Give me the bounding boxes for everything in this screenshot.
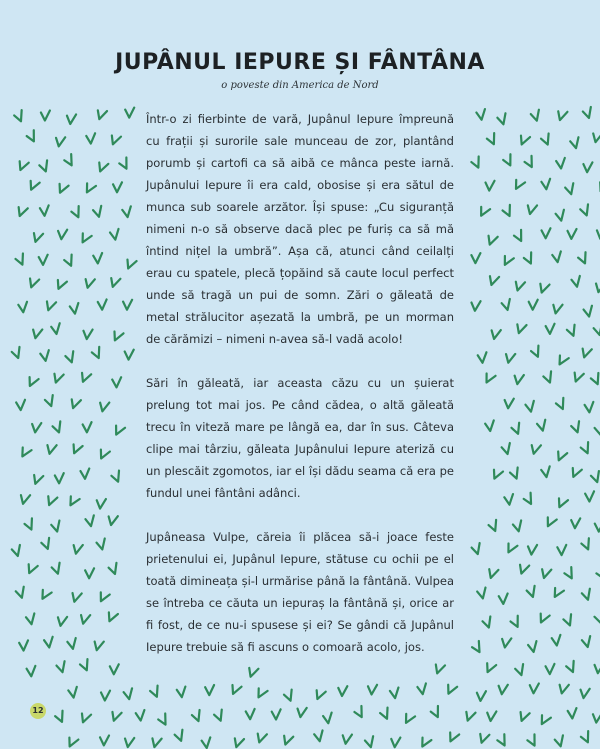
sprout-mark xyxy=(93,206,104,218)
sprout-mark xyxy=(430,706,442,719)
sprout-mark xyxy=(572,371,584,383)
sprout-mark xyxy=(63,255,75,268)
sprout-mark xyxy=(323,713,333,724)
sprout-mark xyxy=(125,350,134,360)
sprout-mark xyxy=(201,737,211,748)
sprout-mark xyxy=(85,515,96,527)
sprout-mark xyxy=(101,690,110,700)
sprout-mark xyxy=(476,691,486,701)
sprout-mark xyxy=(19,640,29,650)
sprout-mark xyxy=(106,610,118,623)
sprout-mark xyxy=(124,258,136,271)
sprout-mark xyxy=(556,354,569,367)
sprout-mark xyxy=(390,688,400,699)
sprout-mark xyxy=(27,277,39,289)
sprout-mark xyxy=(464,710,476,722)
sprout-mark xyxy=(46,443,57,455)
sprout-mark xyxy=(518,710,530,722)
sprout-mark xyxy=(595,522,600,532)
sprout-mark xyxy=(95,108,107,120)
sprout-mark xyxy=(518,563,530,575)
sprout-mark xyxy=(499,594,509,605)
story-subtitle: o poveste din America de Nord xyxy=(221,80,379,91)
sprout-mark xyxy=(523,252,535,265)
sprout-mark xyxy=(51,521,62,533)
sprout-mark xyxy=(541,228,550,238)
sprout-mark xyxy=(482,616,494,628)
sprout-mark xyxy=(580,731,592,744)
sprout-mark xyxy=(96,161,108,174)
sprout-mark xyxy=(63,154,76,167)
sprout-mark xyxy=(540,567,551,579)
sprout-mark xyxy=(487,711,497,722)
sprout-mark xyxy=(314,688,326,701)
sprout-mark xyxy=(529,300,538,310)
sprout-mark xyxy=(488,520,500,533)
sprout-mark xyxy=(79,371,91,384)
sprout-mark xyxy=(191,710,203,723)
sprout-mark xyxy=(526,586,538,598)
sprout-mark xyxy=(515,664,527,676)
sprout-mark xyxy=(18,302,28,313)
sprout-mark xyxy=(486,133,498,146)
sprout-mark xyxy=(83,422,92,432)
sprout-mark xyxy=(55,136,65,147)
sprout-mark xyxy=(496,734,509,747)
sprout-mark xyxy=(32,231,44,243)
sprout-mark xyxy=(85,568,94,578)
sprout-mark xyxy=(364,736,375,748)
story-paragraph: Sări în găleată, iar aceasta căzu cu un șuierat prelung tot mai jos. Pe când cădea, o altă găleată trecu în viteză mare pe lângă ea, dar în sus. Câteva clipe mai târziu, găleata Jupânului Iepure ateriză cu un plescăit zgomotos, iar el își dădu seama că era pe fundul unei fântâni adânci. xyxy=(146,376,454,500)
sprout-mark xyxy=(502,205,514,218)
sprout-mark xyxy=(113,424,125,437)
sprout-mark xyxy=(41,111,50,121)
sprout-mark xyxy=(552,303,563,315)
sprout-mark xyxy=(93,253,103,264)
sprout-mark xyxy=(100,735,109,745)
sprout-mark xyxy=(118,157,131,170)
sprout-mark xyxy=(540,133,552,146)
sprout-mark xyxy=(511,423,523,436)
sprout-mark xyxy=(55,473,64,483)
sprout-mark xyxy=(67,495,80,508)
sprout-mark xyxy=(478,205,491,218)
sprout-mark xyxy=(296,707,306,718)
sprout-mark xyxy=(111,330,123,343)
sprout-mark xyxy=(26,375,38,388)
sprout-mark xyxy=(477,352,487,363)
sprout-mark xyxy=(31,328,42,340)
sprout-mark xyxy=(524,156,537,169)
sprout-mark xyxy=(72,543,83,555)
sprout-mark xyxy=(71,206,83,219)
sprout-mark xyxy=(16,205,28,217)
sprout-mark xyxy=(13,110,25,123)
sprout-mark xyxy=(353,706,366,719)
sprout-mark xyxy=(174,730,186,742)
sprout-mark xyxy=(149,686,161,699)
sprout-mark xyxy=(379,708,391,721)
sprout-mark xyxy=(66,736,78,749)
sprout-mark xyxy=(523,493,536,506)
sprout-mark xyxy=(528,641,539,653)
sprout-mark xyxy=(514,280,525,292)
sprout-mark xyxy=(566,325,578,338)
sprout-mark xyxy=(79,232,92,245)
sprout-mark xyxy=(580,347,592,359)
sprout-mark xyxy=(551,635,561,646)
sprout-mark xyxy=(255,732,267,744)
sprout-mark xyxy=(556,158,566,169)
sprout-mark xyxy=(44,395,56,407)
sprout-mark xyxy=(526,734,539,747)
sprout-mark xyxy=(581,538,593,551)
sprout-mark xyxy=(70,442,82,455)
sprout-mark xyxy=(391,737,401,748)
sprout-mark xyxy=(39,255,48,265)
sprout-mark xyxy=(314,730,325,742)
sprout-mark xyxy=(543,371,555,384)
sprout-mark xyxy=(509,467,521,480)
sprout-mark xyxy=(581,636,592,648)
sprout-mark xyxy=(19,493,30,505)
sprout-mark xyxy=(594,424,600,436)
sprout-mark xyxy=(125,108,134,118)
sprout-mark xyxy=(16,400,26,411)
story-paragraph: Într-o zi fierbinte de vară, Jupânul Iepure împreună cu frații și surorile sale munceau de zor, plantând porumb și cartofi ca să aibă ce mânca peste iarnă. Jupânului Iepure îi era cald, obosise și era sătul de munca sub soarele arzător. Își spuse: „Cu siguranță nimeni n-o să observe dacă plec pe furiș ca să mă întind nițel la umbră”. Așa că, atunci când ceilalți erau cu spatele, plecă țopăind să caute locul perfect unde să tragă un pui de somn. Zări o găleată de metal strălucitor așezată la umbră, pe un morman de cărămizi – nimeni n-avea să-l vadă acolo! xyxy=(146,112,454,346)
sprout-mark xyxy=(338,686,347,696)
sprout-mark xyxy=(471,301,481,312)
sprout-mark xyxy=(570,137,581,149)
sprout-mark xyxy=(471,253,480,263)
sprout-mark xyxy=(571,421,583,433)
sprout-mark xyxy=(39,160,51,172)
sprout-mark xyxy=(486,234,498,246)
sprout-mark xyxy=(447,731,459,744)
sprout-mark xyxy=(594,612,600,624)
sprout-mark xyxy=(41,538,53,550)
sprout-mark xyxy=(485,420,495,431)
sprout-mark xyxy=(580,442,592,455)
sprout-mark xyxy=(26,666,36,677)
sprout-mark xyxy=(583,162,592,172)
sprout-mark xyxy=(68,687,79,698)
sprout-mark xyxy=(596,228,600,239)
sprout-mark xyxy=(571,276,582,288)
sprout-mark xyxy=(571,518,580,528)
sprout-mark xyxy=(96,538,107,550)
sprout-mark xyxy=(471,543,483,555)
sprout-mark xyxy=(498,684,508,695)
sprout-mark xyxy=(568,708,578,719)
sprout-mark xyxy=(44,300,56,312)
sprout-mark xyxy=(157,713,170,726)
sprout-mark xyxy=(555,398,567,411)
sprout-mark xyxy=(110,664,119,674)
sprout-mark xyxy=(56,182,68,195)
sprout-mark xyxy=(483,372,496,385)
sprout-mark xyxy=(70,591,81,603)
sprout-mark xyxy=(52,372,64,384)
sprout-mark xyxy=(97,591,109,604)
sprout-mark xyxy=(565,661,577,674)
sprout-mark xyxy=(69,397,81,409)
sprout-mark xyxy=(56,661,67,673)
sprout-mark xyxy=(546,324,555,334)
sprout-mark xyxy=(538,713,551,726)
sprout-mark xyxy=(582,107,594,119)
sprout-mark xyxy=(512,178,525,191)
sprout-mark xyxy=(556,109,567,121)
sprout-mark xyxy=(84,277,95,289)
sprout-mark xyxy=(590,373,600,386)
sprout-mark xyxy=(79,613,90,625)
sprout-mark xyxy=(497,113,508,125)
sprout-mark xyxy=(229,683,241,696)
sprout-mark xyxy=(530,443,541,455)
sprout-mark xyxy=(541,179,551,190)
sprout-mark xyxy=(552,251,563,262)
sprout-mark xyxy=(595,567,600,580)
sprout-mark xyxy=(108,563,120,575)
sprout-mark xyxy=(504,352,515,364)
sprout-mark xyxy=(110,229,121,240)
sprout-mark xyxy=(555,450,567,463)
sprout-mark xyxy=(15,253,27,266)
sprout-mark xyxy=(583,306,594,318)
sprout-mark xyxy=(368,684,378,694)
sprout-mark xyxy=(122,206,133,217)
sprout-mark xyxy=(213,710,225,723)
sprout-mark xyxy=(283,690,295,703)
sprout-mark xyxy=(513,374,523,385)
story-text xyxy=(146,108,454,680)
sprout-mark xyxy=(512,520,523,532)
sprout-mark xyxy=(527,544,537,555)
sprout-mark xyxy=(282,734,294,746)
sprout-mark xyxy=(565,183,576,195)
sprout-mark xyxy=(580,204,592,216)
sprout-mark xyxy=(83,182,96,195)
sprout-mark xyxy=(555,210,566,222)
sprout-mark xyxy=(584,402,594,413)
sprout-mark xyxy=(32,473,44,485)
sprout-mark xyxy=(44,637,54,648)
sprout-mark xyxy=(563,567,576,580)
sprout-mark xyxy=(232,736,244,748)
sprout-mark xyxy=(27,179,39,192)
sprout-mark xyxy=(55,278,67,291)
sprout-mark xyxy=(557,545,566,555)
sprout-mark xyxy=(86,133,96,144)
sprout-mark xyxy=(69,303,79,314)
sprout-mark xyxy=(537,420,548,432)
sprout-mark xyxy=(518,134,530,147)
sprout-mark xyxy=(445,683,457,696)
sprout-mark xyxy=(567,229,576,239)
sprout-mark xyxy=(593,324,600,336)
sprout-mark xyxy=(501,443,512,455)
sprout-mark xyxy=(26,130,39,143)
sprout-mark xyxy=(107,514,118,526)
sprout-mark xyxy=(478,732,490,744)
sprout-mark xyxy=(109,276,121,288)
sprout-mark xyxy=(19,446,32,459)
sprout-mark xyxy=(176,687,186,698)
sprout-mark xyxy=(510,616,522,629)
sprout-mark xyxy=(501,254,514,267)
sprout-mark xyxy=(505,542,518,555)
sprout-mark xyxy=(590,471,600,483)
sprout-mark xyxy=(501,299,512,311)
sprout-mark xyxy=(537,612,549,625)
sprout-mark xyxy=(98,299,108,309)
sprout-mark xyxy=(529,683,538,693)
sprout-mark xyxy=(124,737,134,748)
sprout-mark xyxy=(580,688,590,699)
sprout-mark xyxy=(24,518,36,531)
sprout-mark xyxy=(504,398,514,409)
sprout-mark xyxy=(111,471,123,484)
sprout-mark xyxy=(554,735,565,747)
sprout-mark xyxy=(272,709,281,719)
sprout-mark xyxy=(570,466,582,479)
sprout-mark xyxy=(556,496,568,509)
sprout-mark xyxy=(26,613,37,625)
sprout-mark xyxy=(255,687,268,700)
sprout-mark xyxy=(545,664,554,674)
sprout-mark xyxy=(51,323,62,334)
sprout-mark xyxy=(83,329,93,340)
sprout-mark xyxy=(485,180,494,190)
sprout-mark xyxy=(563,614,575,627)
sprout-mark xyxy=(45,494,57,507)
sprout-mark xyxy=(544,516,556,529)
sprout-mark xyxy=(538,282,550,294)
sprout-mark xyxy=(484,661,496,674)
sprout-mark xyxy=(581,589,593,601)
sprout-mark xyxy=(40,205,50,216)
sprout-mark xyxy=(91,347,103,360)
sprout-mark xyxy=(150,736,161,748)
sprout-mark xyxy=(110,710,122,722)
sprout-mark xyxy=(577,252,589,265)
sprout-mark xyxy=(15,587,27,599)
sprout-mark xyxy=(40,350,51,361)
sprout-mark xyxy=(205,685,214,695)
sprout-mark xyxy=(66,114,76,125)
sprout-mark xyxy=(515,322,527,334)
sprout-mark xyxy=(52,421,64,433)
sprout-mark xyxy=(487,567,499,579)
sprout-mark xyxy=(342,733,352,744)
sprout-mark xyxy=(525,401,536,413)
sprout-mark xyxy=(51,563,63,575)
sprout-mark xyxy=(135,710,145,721)
sprout-mark xyxy=(113,182,122,192)
sprout-mark xyxy=(419,736,432,749)
sprout-mark xyxy=(93,640,104,652)
sprout-mark xyxy=(592,712,600,723)
sprout-mark xyxy=(501,637,511,648)
sprout-mark xyxy=(67,638,78,650)
sprout-mark xyxy=(491,468,503,481)
sprout-mark xyxy=(513,230,526,243)
sprout-mark xyxy=(592,132,600,144)
story-paragraph: Jupâneasa Vulpe, căreia îi plăcea să-i joace feste prietenului ei, Jupânul Iepure, stătuse cu ochii pe el toată dimineața și-l urmărise până la fântână. Vulpea se întreba ce căuta un iepuraș la fântână și, orice ar fi fost, de ce nu-i spusese și ei? Se gândi că Jupânul Iepure trebuie să fi ascuns o comoară acolo, jos. xyxy=(146,530,454,654)
sprout-mark xyxy=(57,615,68,626)
sprout-mark xyxy=(17,159,29,172)
sprout-mark xyxy=(402,712,415,725)
sprout-mark xyxy=(417,683,428,694)
sprout-mark xyxy=(39,588,52,601)
sprout-mark xyxy=(530,110,541,122)
sprout-mark xyxy=(476,109,486,120)
sprout-mark xyxy=(98,401,109,413)
sprout-mark xyxy=(541,466,552,477)
sprout-mark xyxy=(54,711,66,724)
sprout-mark xyxy=(112,377,121,387)
sprout-mark xyxy=(471,641,484,654)
sprout-mark xyxy=(65,351,77,363)
sprout-mark xyxy=(98,448,110,461)
sprout-mark xyxy=(558,683,569,695)
sprout-mark xyxy=(595,282,600,294)
sprout-mark xyxy=(490,328,501,340)
sprout-mark xyxy=(80,468,90,479)
sprout-mark xyxy=(11,545,22,557)
sprout-mark xyxy=(11,347,23,359)
sprout-mark xyxy=(123,688,134,700)
story-title: JUPÂNUL IEPURE ȘI FÂNTÂNA xyxy=(115,50,485,75)
sprout-mark xyxy=(585,491,594,501)
sprout-mark xyxy=(79,712,91,724)
sprout-mark xyxy=(96,498,106,509)
page-number-badge: 12 xyxy=(30,703,46,719)
sprout-mark xyxy=(488,274,500,286)
sprout-mark xyxy=(57,229,67,240)
sprout-mark xyxy=(530,346,542,359)
sprout-mark xyxy=(79,659,91,672)
sprout-mark xyxy=(26,562,38,575)
sprout-mark xyxy=(246,709,256,719)
sprout-mark xyxy=(526,203,537,215)
sprout-mark xyxy=(551,586,564,599)
sprout-mark xyxy=(477,588,488,600)
sprout-mark xyxy=(31,422,41,433)
sprout-mark xyxy=(504,494,514,505)
sprout-mark xyxy=(471,156,483,169)
sprout-mark xyxy=(123,300,132,310)
sprout-mark xyxy=(594,663,600,674)
sprout-mark xyxy=(502,154,514,167)
sprout-mark xyxy=(109,134,121,146)
